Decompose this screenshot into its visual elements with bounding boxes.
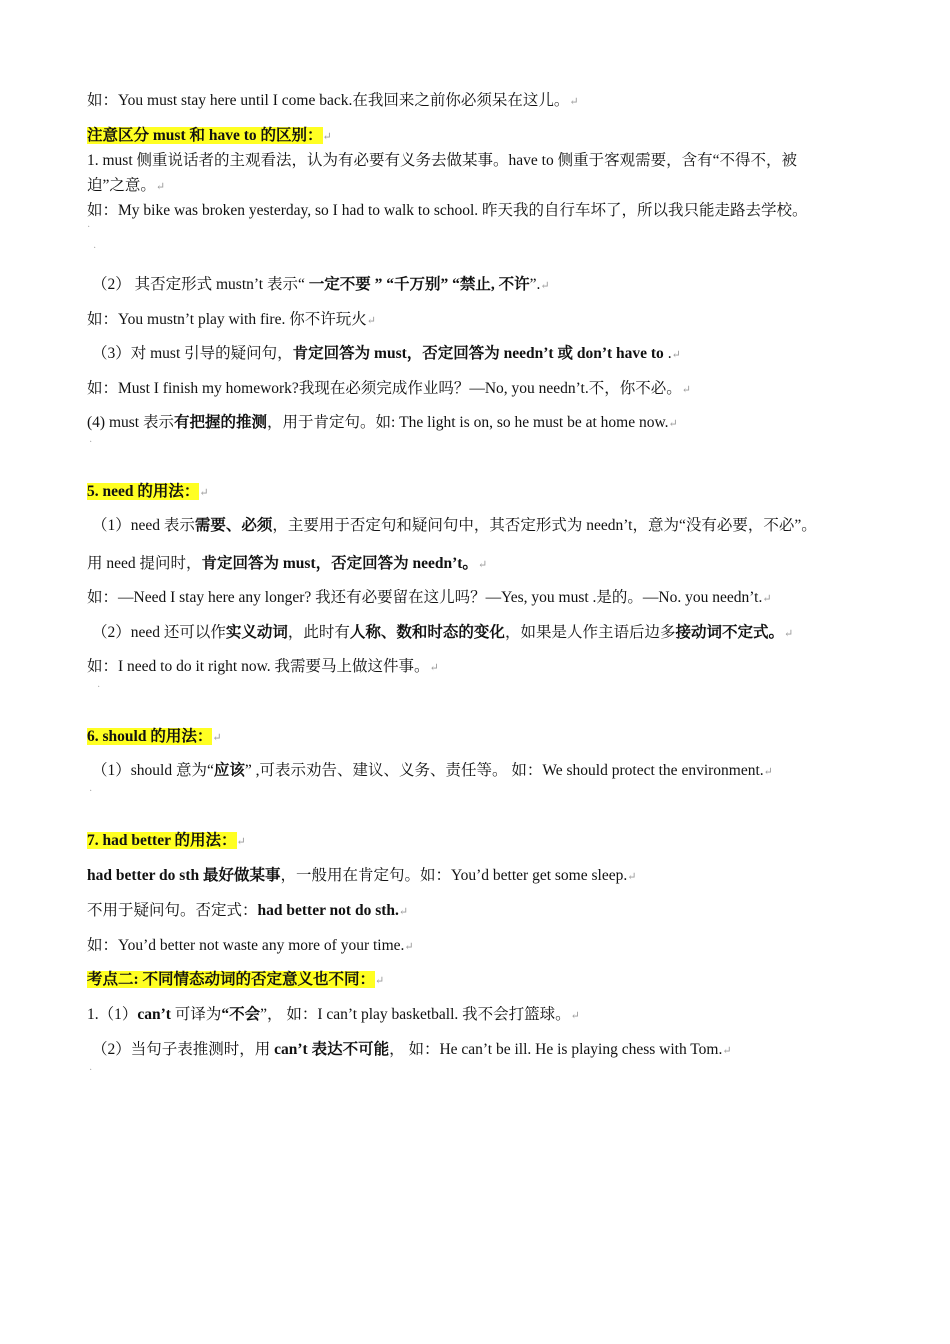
- text-line: （2）need 还可以作实义动词，此时有人称、数和时态的变化，如果是人作主语后边多接动词不定式。↵: [92, 624, 794, 641]
- text-line: 迫”之意。↵: [87, 177, 166, 194]
- text-line: 用 need 提问时，肯定回答为 must，否定回答为 needn’t。↵: [87, 555, 488, 572]
- example-line: 如：I need to do it right now. 我需要马上做这件事。↵: [87, 658, 439, 675]
- paragraph-mark: ·: [97, 682, 101, 693]
- section-heading: 5. need 的用法：↵: [87, 483, 209, 500]
- example-line: 如：You must stay here until I come back.在我回来之前你必须呆在这儿。↵: [87, 92, 579, 109]
- paragraph-mark: ·: [89, 1065, 93, 1076]
- text-line: had better do sth 最好做某事，一般用在肯定句。如：You’d better get some sleep.↵: [87, 867, 637, 884]
- paragraph-mark: ·: [87, 222, 91, 233]
- example-line: 如：You mustn’t play with fire. 你不许玩火↵: [87, 311, 376, 328]
- section-heading: 注意区分 must 和 have to 的区别：↵: [87, 127, 332, 144]
- example-line: 如：—Need I stay here any longer? 我还有必要留在这儿吗？—Yes, you must .是的。—No. you needn’t.↵: [87, 589, 772, 606]
- paragraph-mark: ·: [89, 786, 93, 797]
- text-line: （2）当句子表推测时，用 can’t 表达不可能， 如：He can’t be ill. He is playing chess with Tom.↵: [92, 1041, 732, 1058]
- paragraph-mark: ·: [89, 437, 93, 448]
- text-line: 1.（1）can’t 可译为“不会”， 如：I can’t play basketball. 我不会打篮球。↵: [87, 1006, 580, 1023]
- example-line: 如：Must I finish my homework?我现在必须完成作业吗？—No, you needn’t.不，你不必。↵: [87, 380, 691, 397]
- text-line: （3）对 must 引导的疑问句，肯定回答为 must，否定回答为 needn’t 或 don’t have to .↵: [92, 345, 681, 362]
- text-line: （2） 其否定形式 mustn’t 表示“ 一定不要 ” “千万别” “禁止, 不许”.↵: [92, 276, 550, 293]
- paragraph-mark: ·: [93, 243, 97, 254]
- text-line: 1. must 侧重说话者的主观看法，认为有必要有义务去做某事。have to 侧重于客观需要，含有“不得不，被: [87, 152, 797, 169]
- section-heading: 7. had better 的用法：↵: [87, 832, 246, 849]
- text-line: (4) must 表示有把握的推测，用于肯定句。如: The light is on, so he must be at home now.↵: [87, 414, 678, 431]
- text-line: 不用于疑问句。否定式：had better not do sth.↵: [87, 902, 409, 919]
- text-line: （1）need 表示需要、必须，主要用于否定句和疑问句中，其否定形式为 needn’t，意为“没有必要，不必”。: [92, 517, 817, 534]
- example-line: 如：My bike was broken yesterday, so I had to walk to school. 昨天我的自行车坏了，所以我只能走路去学校。: [87, 202, 808, 219]
- text-line: （1）should 意为“应该” ,可表示劝告、建议、义务、责任等。 如：We should protect the environment.↵: [92, 762, 773, 779]
- example-line: 如：You’d better not waste any more of your time.↵: [87, 937, 414, 954]
- section-heading: 6. should 的用法：↵: [87, 728, 222, 745]
- section-heading: 考点二: 不同情态动词的否定意义也不同：↵: [87, 971, 385, 988]
